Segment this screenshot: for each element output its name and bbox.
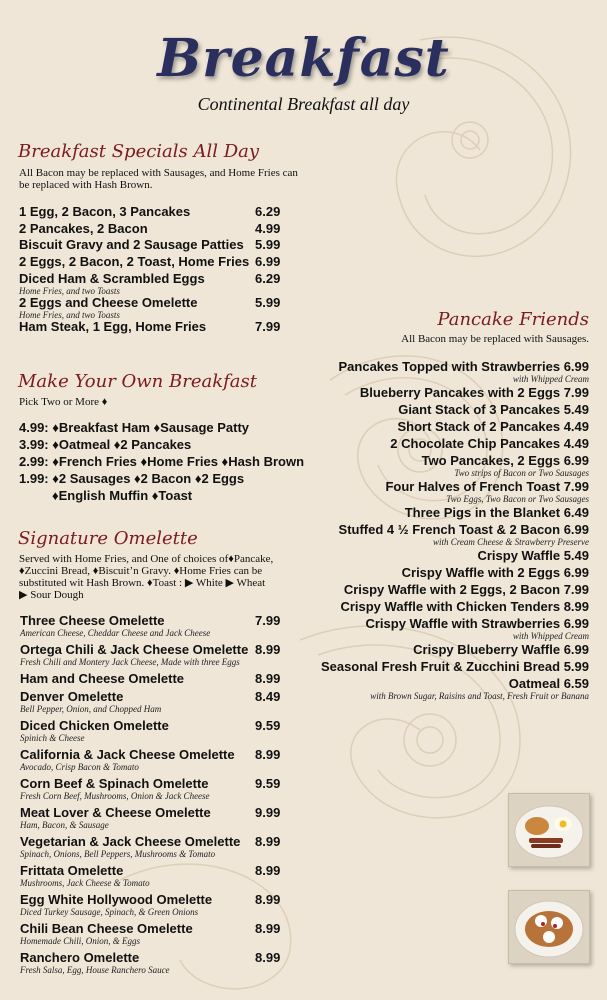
- pancake-friends-note: All Bacon may be replaced with Sausages.: [401, 333, 589, 345]
- combo-line: 1.99: ♦2 Sausages ♦2 Bacon ♦2 Eggs: [19, 471, 245, 486]
- menu-item-price: 8.99: [563, 599, 589, 614]
- menu-item: [19, 204, 295, 220]
- menu-item-name: Corn Beef & Spinach Omelette: [20, 776, 209, 791]
- menu-item-price: 7.99: [563, 385, 589, 400]
- menu-item-description: Mushrooms, Jack Cheese & Tomato: [20, 878, 150, 888]
- menu-item-description: with Whipped Cream: [512, 374, 589, 384]
- menu-item-description: Two Eggs, Two Bacon or Two Sausages: [446, 494, 589, 504]
- menu-item-price: 5.99: [255, 294, 281, 310]
- menu-item-description: Homemade Chili, Onion, & Eggs: [20, 936, 140, 946]
- omelette-note-line: substituted wit Hash Brown. ♦Toast : ▶ White ▶ Wheat: [19, 577, 266, 589]
- menu-item-description: with Whipped Cream: [512, 631, 589, 641]
- menu-item: [344, 582, 589, 597]
- menu-item-price: 8.99: [255, 863, 281, 878]
- menu-item-description: Fresh Chili and Montery Jack Cheese, Made with three Eggs: [20, 657, 240, 667]
- combo-line: 2.99: ♦French Fries ♦Home Fries ♦Hash Brown: [19, 454, 305, 469]
- menu-item: [365, 616, 589, 631]
- menu-item: [20, 834, 295, 850]
- menu-item: [20, 689, 295, 705]
- menu-item: [413, 642, 589, 657]
- menu-item-price: 6.29: [255, 204, 281, 219]
- menu-item-price: 7.99: [255, 613, 281, 628]
- pancake-plate-photo: [508, 890, 590, 964]
- menu-item-price: 6.29: [255, 270, 281, 286]
- menu-item-name: Blueberry Pancakes with 2 Eggs: [359, 385, 561, 400]
- menu-item-price: 7.99: [255, 318, 281, 334]
- menu-item-name: 1 Egg, 2 Bacon, 3 Pancakes: [19, 204, 191, 219]
- menu-item-price: 8.99: [255, 950, 281, 965]
- menu-item-price: 9.99: [255, 805, 281, 820]
- menu-item: [422, 453, 589, 468]
- menu-item-name: Ortega Chili & Jack Cheese Omelette: [20, 642, 249, 657]
- menu-item-name: Four Halves of French Toast: [385, 479, 561, 494]
- menu-item-price: 5.99: [255, 237, 281, 253]
- menu-item: [20, 642, 295, 658]
- menu-item-description: Home Fries, and two Toasts: [19, 309, 120, 320]
- combo-line: 4.99: ♦Breakfast Ham ♦Sausage Patty: [19, 420, 250, 435]
- menu-item-price: 6.99: [255, 254, 281, 270]
- menu-item-name: California & Jack Cheese Omelette: [20, 747, 235, 762]
- menu-item-name: Oatmeal: [508, 676, 561, 691]
- menu-item-price: 9.59: [255, 718, 281, 733]
- menu-item-price: 4.49: [563, 436, 589, 451]
- omelette-note-line: Served with Home Fries, and One of choices of♦Pancake,: [19, 553, 274, 565]
- menu-item-name: Pancakes Topped with Strawberries: [338, 359, 561, 374]
- page-title: Breakfast: [157, 28, 450, 89]
- menu-item: [398, 402, 589, 417]
- omelette-note-line: ♦Zuccini Bread, ♦Biscuit’n Gravy. ♦Home Fries can be: [19, 565, 263, 577]
- menu-item-price: 7.99: [563, 479, 589, 494]
- menu-item-price: 4.49: [563, 419, 589, 434]
- menu-item: [340, 599, 589, 614]
- menu-item-description: Bell Pepper, Onion, and Chopped Ham: [20, 704, 162, 714]
- menu-item-description: Two strips of Bacon or Two Sausages: [454, 468, 589, 478]
- menu-item-price: 6.99: [563, 565, 589, 580]
- menu-item: [339, 522, 589, 537]
- omelette-note-line: ▶ Sour Dough: [19, 589, 84, 601]
- menu-item-price: 5.49: [563, 402, 589, 417]
- menu-item-price: 8.99: [255, 747, 281, 762]
- menu-item-description: Home Fries, and two Toasts: [19, 285, 120, 296]
- menu-item-name: Three Pigs in the Blanket: [404, 505, 561, 520]
- menu-item-price: 8.99: [255, 921, 281, 936]
- menu-item-name: Meat Lover & Cheese Omelette: [20, 805, 211, 820]
- menu-item-name: Crispy Waffle with Chicken Tenders: [340, 599, 561, 614]
- menu-item: [20, 747, 295, 763]
- menu-item: [20, 805, 295, 821]
- menu-item-price: 6.59: [563, 676, 589, 691]
- menu-item-name: Crispy Waffle with 2 Eggs, 2 Bacon: [343, 582, 561, 597]
- menu-item-description: Spinich & Cheese: [20, 733, 85, 743]
- menu-item: [20, 892, 295, 908]
- menu-item-name: Ham Steak, 1 Egg, Home Fries: [19, 318, 207, 334]
- make-your-own-title: Make Your Own Breakfast: [18, 371, 257, 392]
- menu-item-name: Biscuit Gravy and 2 Sausage Patties: [19, 237, 244, 253]
- menu-item-price: 8.99: [255, 671, 281, 686]
- menu-item: [360, 385, 589, 400]
- breakfast-plate-photo: [508, 793, 590, 867]
- menu-item: [385, 479, 589, 494]
- menu-item-name: Two Pancakes, 2 Eggs: [421, 453, 561, 468]
- menu-item-price: 8.99: [255, 642, 281, 657]
- menu-item-name: 2 Chocolate Chip Pancakes: [390, 436, 561, 451]
- menu-item-name: Crispy Waffle with Strawberries: [365, 616, 561, 631]
- menu-item-price: 6.99: [563, 359, 589, 374]
- menu-item: [20, 863, 295, 879]
- menu-item-description: Avocado, Crisp Bacon & Tomato: [20, 762, 139, 772]
- menu-item: [19, 319, 295, 335]
- menu-item: [405, 505, 589, 520]
- combo-line: ♦English Muffin ♦Toast: [52, 488, 193, 503]
- menu-item-description: Fresh Salsa, Egg, House Ranchero Sauce: [20, 965, 170, 975]
- menu-item-price: 7.99: [563, 582, 589, 597]
- omelette-title: Signature Omelette: [18, 528, 198, 549]
- menu-item: [19, 254, 295, 270]
- menu-item-name: Vegetarian & Jack Cheese Omelette: [20, 834, 241, 849]
- menu-item-price: 6.99: [563, 453, 589, 468]
- menu-item-name: Diced Chicken Omelette: [20, 718, 169, 733]
- page-subtitle: Continental Breakfast all day: [197, 94, 410, 114]
- menu-item-price: 6.99: [563, 642, 589, 657]
- menu-item-description: Spinach, Onions, Bell Peppers, Mushrooms & Tomato: [20, 849, 216, 859]
- menu-item-price: 6.99: [563, 522, 589, 537]
- menu-item-price: 4.99: [255, 220, 281, 236]
- menu-item-price: 8.99: [255, 892, 281, 907]
- menu-item-name: Ham and Cheese Omelette: [20, 671, 185, 686]
- menu-item: [397, 419, 589, 434]
- menu-item: [19, 237, 295, 253]
- pancake-friends-title: Pancake Friends: [437, 309, 589, 330]
- menu-item-price: 5.49: [563, 548, 589, 563]
- menu-item-name: Seasonal Fresh Fruit & Zucchini Bread: [320, 659, 561, 674]
- menu-item-name: Stuffed 4 ½ French Toast & 2 Bacon: [338, 522, 561, 537]
- menu-item-name: Giant Stack of 3 Pancakes: [398, 402, 561, 417]
- specials-title: Breakfast Specials All Day: [18, 141, 260, 162]
- menu-item-description: with Brown Sugar, Raisins and Toast, Fresh Fruit or Banana: [370, 691, 589, 701]
- specials-note: All Bacon may be replaced with Sausages, and Home Fries can be replaced with Hash Brown.: [19, 167, 298, 191]
- menu-item-price: 6.49: [563, 505, 589, 520]
- menu-item: [321, 659, 589, 674]
- menu-item-name: Crispy Blueberry Waffle: [413, 642, 561, 657]
- menu-item-name: Crispy Waffle with 2 Eggs: [401, 565, 561, 580]
- menu-item-price: 8.99: [255, 834, 281, 849]
- menu-item: [20, 921, 295, 937]
- menu-item: [509, 676, 589, 691]
- menu-item: [390, 436, 589, 451]
- menu-item-name: Diced Ham & Scrambled Eggs: [19, 270, 205, 286]
- menu-item: [339, 359, 590, 374]
- menu-item-name: 2 Pancakes, 2 Bacon: [19, 220, 148, 236]
- menu-item-price: 9.59: [255, 776, 281, 791]
- menu-item: [20, 613, 295, 629]
- menu-item-description: with Cream Cheese & Strawberry Preserve: [432, 537, 589, 547]
- menu-item: [20, 671, 295, 687]
- menu-item: [402, 565, 589, 580]
- menu-item-price: 5.99: [563, 659, 589, 674]
- menu-item-price: 6.99: [563, 616, 589, 631]
- menu-item-name: Short Stack of 2 Pancakes: [397, 419, 561, 434]
- menu-item: [20, 950, 295, 966]
- menu-item-description: Diced Turkey Sausage, Spinach, & Green Onions: [20, 907, 199, 917]
- menu-item-price: 8.49: [255, 689, 281, 704]
- menu-item-name: 2 Eggs and Cheese Omelette: [19, 294, 198, 310]
- menu-item-description: American Cheese, Cheddar Cheese and Jack Cheese: [20, 628, 211, 638]
- menu-item: [19, 271, 295, 287]
- combo-line: 3.99: ♦Oatmeal ♦2 Pancakes: [19, 437, 192, 452]
- menu-item: [19, 295, 295, 311]
- menu-item: [20, 718, 295, 734]
- menu-item: [19, 221, 295, 237]
- menu-item-description: Fresh Corn Beef, Mushrooms, Onion & Jack Cheese: [20, 791, 210, 801]
- menu-item-name: Crispy Waffle: [477, 548, 561, 563]
- menu-item-name: Three Cheese Omelette: [20, 613, 165, 628]
- menu-item-name: Egg White Hollywood Omelette: [20, 892, 213, 907]
- menu-item-name: Denver Omelette: [20, 689, 124, 704]
- menu-item-name: Chili Bean Cheese Omelette: [20, 921, 193, 936]
- menu-item-name: 2 Eggs, 2 Bacon, 2 Toast, Home Fries: [19, 254, 250, 270]
- make-your-own-note: Pick Two or More ♦: [19, 396, 108, 408]
- menu-item: [477, 548, 589, 563]
- menu-item: [20, 776, 295, 792]
- menu-item-description: Ham, Bacon, & Sausage: [20, 820, 109, 830]
- menu-item-name: Ranchero Omelette: [20, 950, 140, 965]
- menu-item-name: Frittata Omelette: [20, 863, 124, 878]
